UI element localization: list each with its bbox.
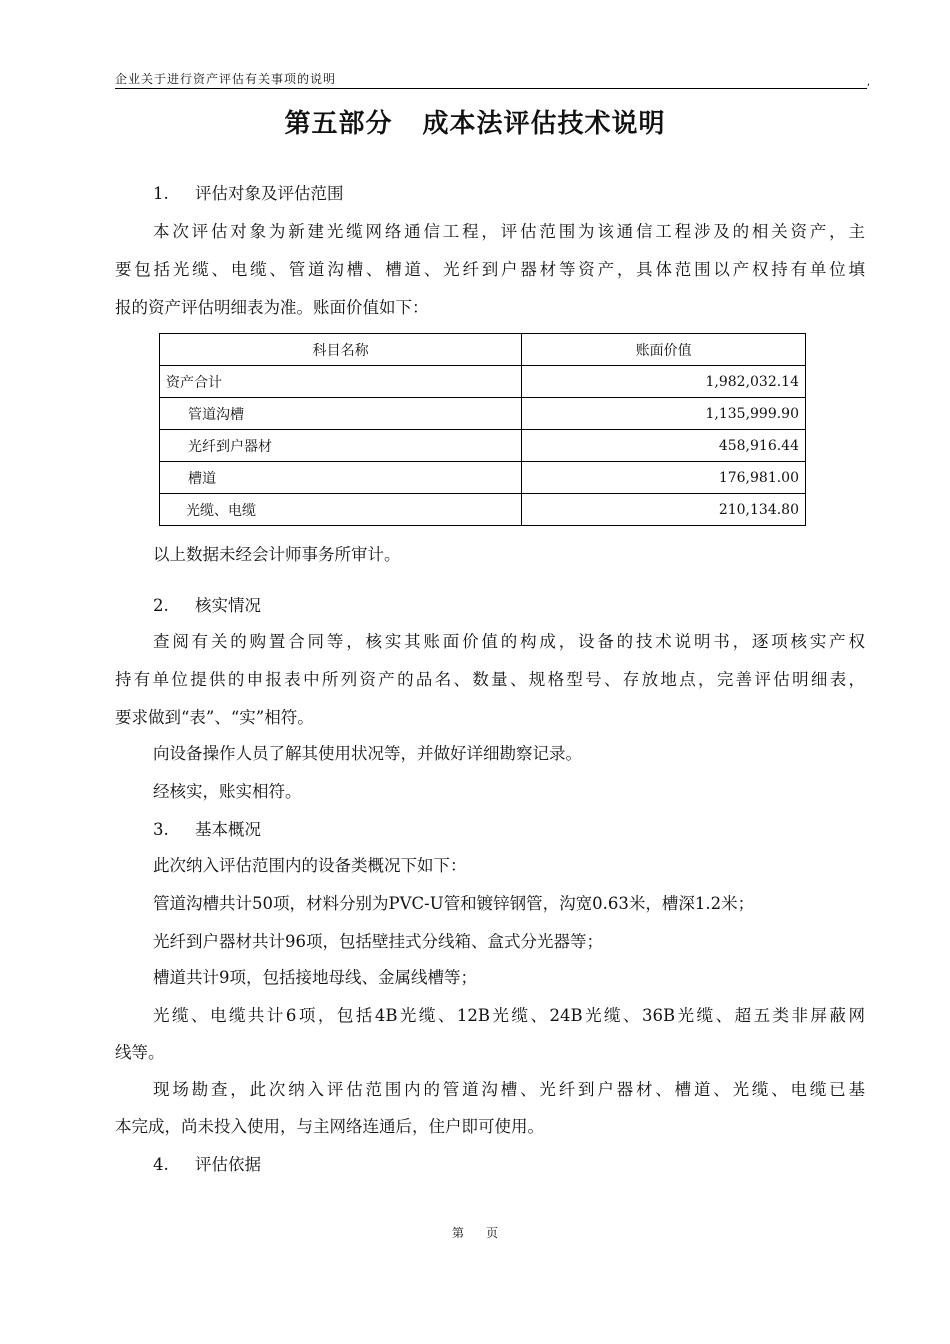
table-cell-value: 458,916.44 <box>522 430 806 462</box>
footer-right: 页 <box>486 1226 499 1240</box>
table-row <box>160 366 806 398</box>
page-title <box>0 103 950 140</box>
table-cell-name: 资产合计 <box>160 366 522 398</box>
paragraph-1-line-1: 本次评估对象为新建光缆网络通信工程，评估范围为该通信工程涉及的相关资产，主 <box>153 222 865 241</box>
page-footer <box>0 1224 950 1241</box>
section-3-heading: 3. 基本概况 <box>153 820 261 839</box>
page-header <box>115 70 871 89</box>
paragraph-7: 光纤到户器材共计96项，包括壁挂式分线箱、盒式分光器等； <box>153 932 603 951</box>
table-cell-value: 1,982,032.14 <box>522 366 806 398</box>
paragraph-2-line-2: 持有单位提供的申报表中所列资产的品名、数量、规格型号、存放地点，完善评估明细表， <box>115 670 865 689</box>
table-cell-value: 210,134.80 <box>522 494 806 526</box>
paragraph-1-line-3: 报的资产评估明细表为准。账面价值如下： <box>115 298 429 317</box>
paragraph-4: 经核实，账实相符。 <box>153 782 302 801</box>
header-mark: , <box>866 77 871 88</box>
paragraph-1-line-2: 要包括光缆、电缆、管道沟槽、槽道、光纤到户器材等资产，具体范围以产权持有单位填 <box>115 260 865 279</box>
table-row <box>160 494 806 526</box>
table-cell-name: 光缆、电缆 <box>160 494 522 526</box>
table-header-row <box>160 334 806 366</box>
table-row <box>160 398 806 430</box>
title-part: 第五部分 <box>284 109 393 139</box>
footer-left: 第 <box>451 1226 464 1240</box>
header-text: 企业关于进行资产评估有关事项的说明 <box>115 72 337 86</box>
paragraph-3: 向设备操作人员了解其使用状况等，并做好详细勘察记录。 <box>153 744 582 763</box>
table-cell-name: 光纤到户器材 <box>160 430 522 462</box>
table-row <box>160 430 806 462</box>
title-name: 成本法评估技术说明 <box>422 109 666 139</box>
section-4-heading: 4. 评估依据 <box>153 1155 261 1174</box>
table-header-value: 账面价值 <box>522 334 806 366</box>
table-cell-name: 管道沟槽 <box>160 398 522 430</box>
paragraph-5: 此次纳入评估范围内的设备类概况下如下： <box>153 856 467 875</box>
table-cell-name: 槽道 <box>160 462 522 494</box>
section-2-heading: 2. 核实情况 <box>153 596 261 615</box>
table-cell-value: 176,981.00 <box>522 462 806 494</box>
paragraph-2-line-3: 要求做到“表”、“实”相符。 <box>115 708 314 727</box>
audit-note: 以上数据未经会计师事务所审计。 <box>153 545 401 564</box>
paragraph-6: 管道沟槽共计50项，材料分别为PVC-U管和镀锌钢管，沟宽0.63米，槽深1.2米； <box>153 894 755 913</box>
asset-value-table <box>159 333 806 526</box>
table-cell-value: 1,135,999.90 <box>522 398 806 430</box>
paragraph-9-line-1: 光缆、电缆共计6项，包括4B光缆、12B光缆、24B光缆、36B光缆、超五类非屏蔽网 <box>153 1006 865 1025</box>
section-1-heading: 1. 评估对象及评估范围 <box>153 184 344 203</box>
table-row <box>160 462 806 494</box>
table-header-name: 科目名称 <box>160 334 522 366</box>
paragraph-2-line-1: 查阅有关的购置合同等，核实其账面价值的构成，设备的技术说明书，逐项核实产权 <box>153 632 865 651</box>
paragraph-9-line-2: 线等。 <box>115 1043 165 1062</box>
paragraph-10-line-1: 现场勘查，此次纳入评估范围内的管道沟槽、光纤到户器材、槽道、光缆、电缆已基 <box>153 1080 865 1099</box>
paragraph-10-line-2: 本完成，尚未投入使用，与主网络连通后，住户即可使用。 <box>115 1117 544 1136</box>
paragraph-8: 槽道共计9项，包括接地母线、金属线槽等； <box>153 968 477 987</box>
